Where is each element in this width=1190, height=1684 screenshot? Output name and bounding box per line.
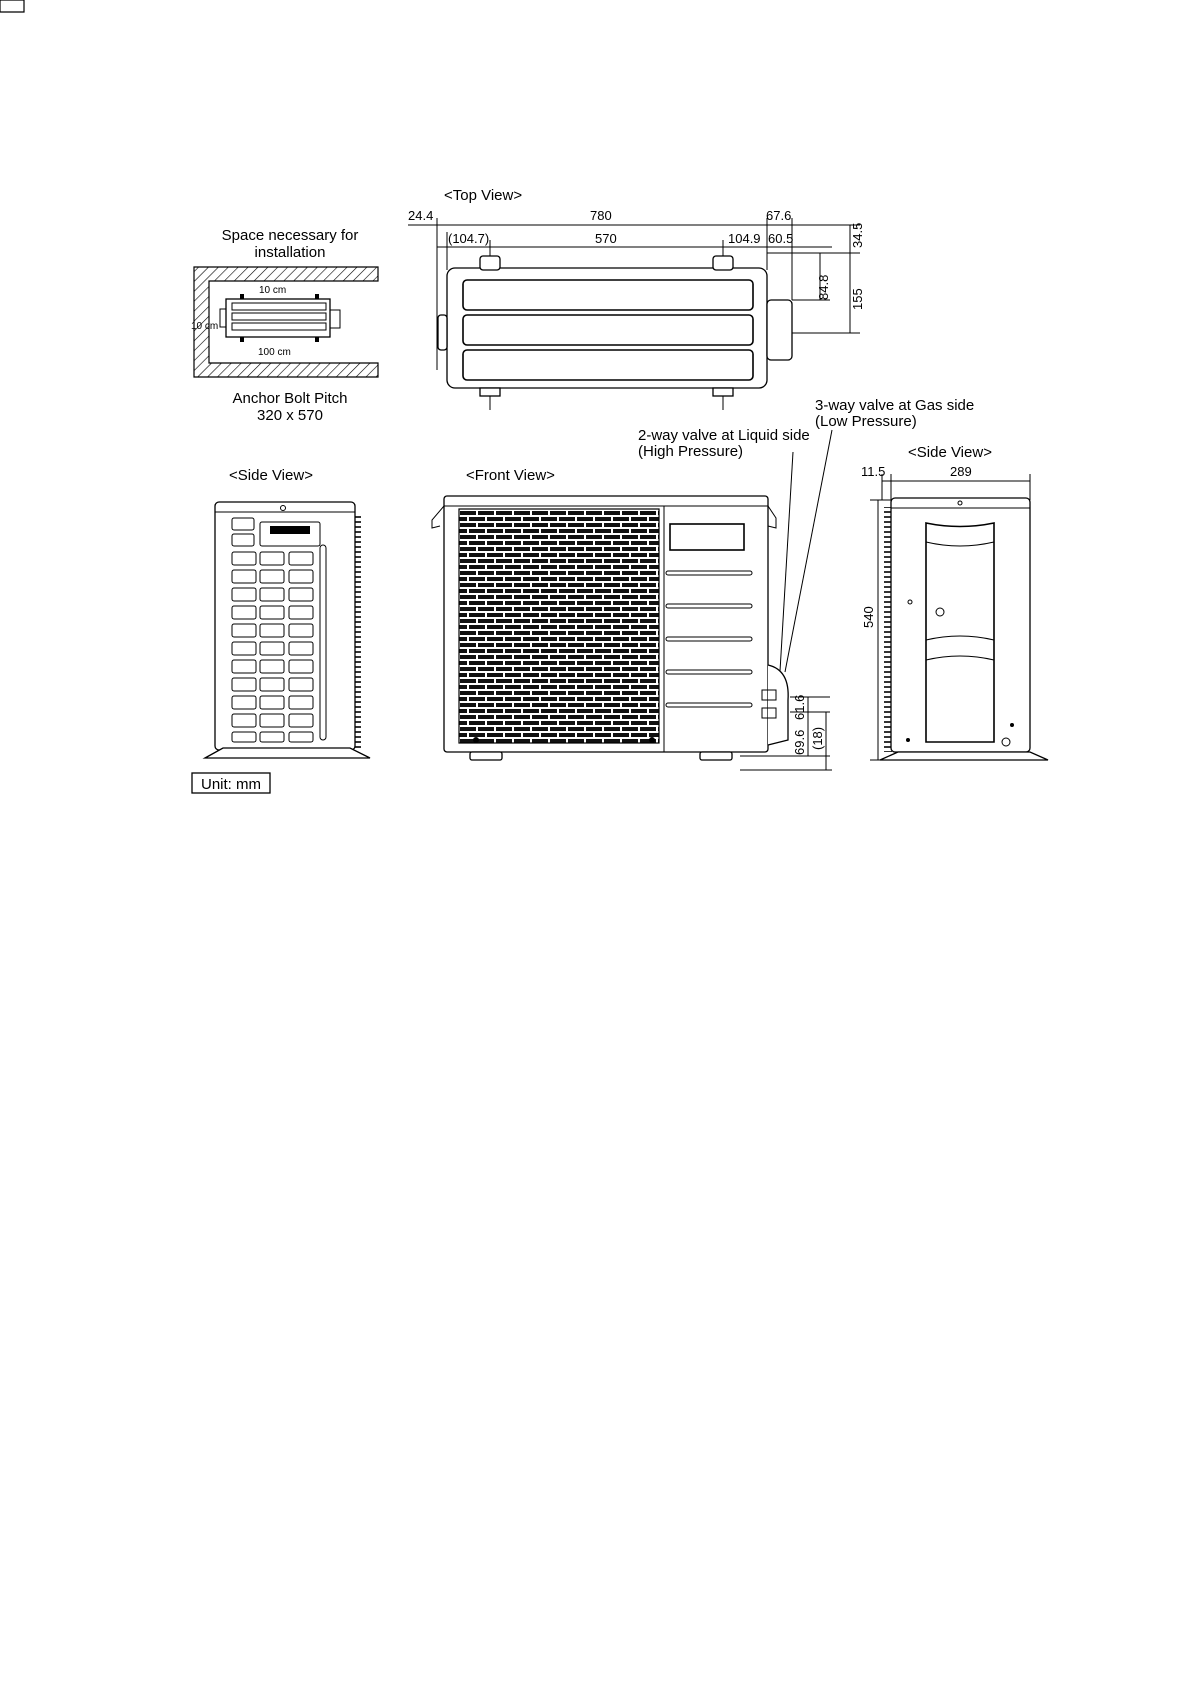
unit-label: Unit: mm xyxy=(201,776,261,793)
dim-11-5: 11.5 xyxy=(861,464,886,479)
dim-104-9: 104.9 xyxy=(728,231,761,246)
dim-61-6: 61.6 xyxy=(792,694,807,720)
front-valve-cover xyxy=(768,665,788,745)
anchor-bolt-line2: 320 x 570 xyxy=(257,407,323,424)
front-view xyxy=(432,467,832,770)
dim-570: 570 xyxy=(595,231,617,246)
mini-unit-outline xyxy=(226,299,330,337)
dim-67-6: 67.6 xyxy=(766,208,792,223)
anchor-bolt-line1: Anchor Bolt Pitch xyxy=(232,390,348,407)
gap-top-label: 10 cm xyxy=(259,285,287,296)
right-side-view xyxy=(861,444,1048,760)
dim-24-4: 24.4 xyxy=(408,208,434,223)
liquid-valve-label-line1: 2-way valve at Liquid side xyxy=(638,427,810,444)
gap-bottom-label: 100 cm xyxy=(258,347,291,358)
installation-title-line1: Space necessary for xyxy=(221,227,359,244)
dim-104-7: (104.7) xyxy=(448,231,490,246)
valve-block xyxy=(767,300,792,360)
left-side-view xyxy=(0,0,370,758)
dim-60-5: 60.5 xyxy=(768,231,794,246)
dim-780: 780 xyxy=(590,208,612,223)
gap-left-label: 10 cm xyxy=(191,321,219,332)
right-side-view-title: <Side View> xyxy=(908,444,992,461)
front-view-title: <Front View> xyxy=(466,467,555,484)
top-view-body xyxy=(447,268,767,388)
gas-valve-label-line2: (Low Pressure) xyxy=(815,413,917,430)
installation-title-line2: installation xyxy=(254,244,326,261)
dim-84-8: 84.8 xyxy=(816,274,831,300)
dim-155: 155 xyxy=(850,288,865,310)
right-side-base xyxy=(880,752,1048,760)
dim-289: 289 xyxy=(950,464,972,479)
left-side-base xyxy=(205,748,370,758)
top-view-title: <Top View> xyxy=(444,187,523,204)
gas-valve-label-line1: 3-way valve at Gas side xyxy=(815,397,975,414)
installation-space-diagram xyxy=(191,227,378,424)
fan-grille xyxy=(459,509,659,743)
left-side-body xyxy=(215,502,355,750)
left-side-view-title: <Side View> xyxy=(229,467,313,484)
right-side-body xyxy=(891,498,1030,752)
dim-69-6: 69.6 xyxy=(792,729,807,755)
dim-18: (18) xyxy=(810,726,825,750)
unit-label-box xyxy=(192,773,270,793)
dim-34-5: 34.5 xyxy=(850,222,865,248)
dim-540: 540 xyxy=(861,606,876,628)
top-view xyxy=(408,187,865,410)
liquid-valve-label-line2: (High Pressure) xyxy=(638,443,744,460)
